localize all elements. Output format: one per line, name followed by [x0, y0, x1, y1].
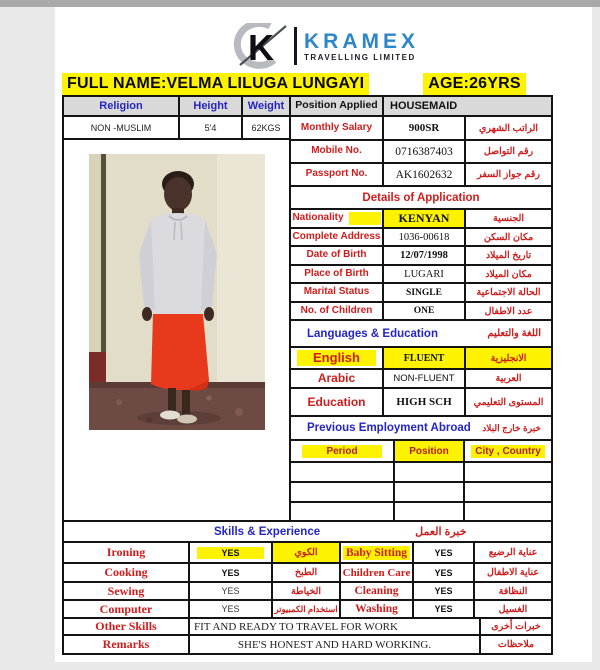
address-row: [291, 229, 551, 247]
skills-row-computer: [64, 601, 551, 619]
children-value: ONE: [384, 303, 466, 319]
dob-row: [291, 247, 551, 266]
right-column: [291, 97, 551, 520]
children-care-value: YES: [414, 564, 475, 581]
other-skills-value: FIT AND READY TO TRAVEL FOR WORK: [190, 619, 481, 634]
languages-header-row: [291, 321, 551, 348]
skills-title-arabic: خبرة العمل: [415, 526, 467, 538]
ironing-label: Ironing: [64, 543, 190, 562]
age-value: 26YRS: [469, 75, 521, 92]
city-country-column-header: [465, 441, 551, 461]
details-title: Details of Application: [362, 191, 480, 204]
details-title-row: [291, 187, 551, 210]
passport-value: AK1602632: [384, 164, 466, 185]
english-value: FLUENT: [384, 348, 466, 368]
arabic-row: [291, 370, 551, 389]
remarks-value: SHE'S HONEST AND HARD WORKING.: [190, 636, 481, 653]
employment-empty-row: [291, 463, 551, 483]
period-column-header: [291, 441, 395, 461]
arabic-arabic: العربية: [495, 373, 522, 384]
name-bar-gap: [369, 73, 423, 95]
washing-label: Washing: [341, 601, 414, 617]
empty-period-cell: [291, 463, 395, 481]
cooking-value: YES: [190, 564, 273, 581]
education-row: [291, 389, 551, 417]
monthly-salary-arabic: الراتب الشهري: [478, 122, 539, 134]
baby-sitting-arabic: عناية الرضيع: [488, 547, 538, 558]
sewing-arabic: الخياطة: [273, 583, 341, 599]
weight-header: Weight: [247, 100, 285, 112]
skills-title: Skills & Experience: [214, 525, 321, 538]
english-label: [291, 348, 384, 368]
sewing-label: Sewing: [64, 583, 190, 599]
brand-name: KRAMEX: [303, 29, 419, 53]
document-page: [55, 7, 592, 662]
baby-sitting-text: Baby Sitting: [343, 546, 410, 560]
cleaning-value: YES: [414, 583, 475, 599]
employment-title-arabic: خبرة خارج البلاد: [482, 422, 541, 433]
remarks-arabic: ملاحظات: [497, 639, 535, 650]
skills-row-sewing: [64, 583, 551, 601]
left-column: [64, 97, 291, 520]
education-label: Education: [291, 389, 384, 415]
sewing-value: YES: [190, 583, 273, 599]
empty-position-cell: [395, 483, 465, 501]
education-value: HIGH SCH: [384, 389, 466, 415]
nationality-highlight-patch: [349, 212, 381, 225]
marital-arabic: الحالة الاجتماعية: [476, 287, 541, 298]
passport-row: [291, 164, 551, 187]
languages-title-arabic: اللغة والتعليم: [487, 328, 541, 339]
religion-value: NON -MUSLIM: [64, 117, 180, 138]
pob-value: LUGARI: [384, 266, 466, 282]
applicant-photo: [89, 154, 265, 430]
address-value: 1036-00618: [384, 229, 466, 245]
biodata-form: [62, 95, 553, 522]
english-arabic: الانجليزية: [466, 348, 551, 368]
position-header-row: [291, 97, 551, 117]
empty-city-cell: [465, 503, 551, 520]
height-header: Height: [180, 97, 243, 115]
employment-title: Previous Employment Abroad: [307, 422, 471, 434]
age-field: [423, 73, 526, 95]
weight-value: 62KGS: [251, 122, 281, 133]
pob-arabic: مكان الميلاد: [485, 268, 532, 280]
address-arabic: مكان السكن: [483, 231, 534, 243]
ironing-arabic: الكوي: [273, 543, 341, 562]
mobile-row: [291, 141, 551, 164]
nationality-arabic: الجنسية: [493, 213, 524, 224]
age-label: AGE:: [428, 75, 470, 92]
english-label-text: English: [297, 350, 376, 366]
logo-divider: [294, 27, 297, 65]
period-header-text: Period: [302, 445, 381, 458]
full-name-label: FULL NAME:: [67, 75, 167, 92]
empty-period-cell: [291, 483, 395, 501]
logo-k-swoosh-icon: [228, 23, 292, 69]
baby-sitting-label: [341, 543, 414, 562]
employment-header-row: [291, 417, 551, 441]
address-label: Complete Address: [291, 229, 384, 245]
cleaning-label: Cleaning: [341, 583, 414, 599]
skills-header: [62, 522, 553, 543]
empty-position-cell: [395, 463, 465, 481]
employment-empty-row: [291, 503, 551, 520]
position-applied-value: HOUSEMAID: [390, 100, 458, 112]
empty-position-cell: [395, 503, 465, 520]
nationality-label-text: Nationality: [292, 212, 344, 224]
empty-city-cell: [465, 483, 551, 501]
dob-arabic: تاريخ الميلاد: [485, 250, 532, 261]
computer-arabic: استخدام الكمبيوتر: [273, 601, 341, 617]
marital-label: Marital Status: [291, 284, 384, 301]
english-row: [291, 348, 551, 370]
applicant-photo-cell: [64, 140, 289, 520]
children-row: [291, 303, 551, 321]
nationality-label: [291, 210, 384, 227]
viewer-top-strip: [0, 0, 600, 7]
children-care-label: Children Care: [341, 564, 414, 581]
employment-columns-row: [291, 441, 551, 463]
empty-period-cell: [291, 503, 395, 520]
skills-row-cooking: [64, 564, 551, 583]
washing-arabic: الغسيل: [498, 603, 528, 615]
pob-label: Place of Birth: [291, 266, 384, 282]
ironing-value: [190, 543, 273, 562]
marital-row: [291, 284, 551, 303]
mobile-value: 0716387403: [384, 141, 466, 162]
brand-subtitle: TRAVELLING LIMITED: [303, 52, 416, 62]
languages-title: Languages & Education: [307, 327, 438, 340]
remarks-label: Remarks: [64, 636, 190, 653]
left-data-row: [64, 117, 289, 140]
computer-label: Computer: [64, 601, 190, 617]
dob-label: Date of Birth: [291, 247, 384, 264]
city-country-header-text: City , Country: [471, 445, 545, 458]
left-header-row: [64, 97, 289, 117]
position-column-header: Position: [395, 441, 465, 461]
arabic-label: Arabic: [291, 370, 384, 387]
children-label: No. of Children: [291, 303, 384, 319]
monthly-salary-row: [291, 117, 551, 141]
height-value: 5'4: [180, 117, 243, 138]
position-applied-label: Position Applied: [291, 97, 384, 115]
cooking-label: Cooking: [64, 564, 190, 581]
education-arabic: المستوى التعليمي: [473, 396, 544, 408]
marital-value: SINGLE: [384, 284, 466, 301]
other-skills-arabic: خبرات أخرى: [491, 621, 541, 632]
full-name-value: VELMA LILUGA LUNGAYI: [166, 75, 365, 92]
passport-arabic: رقم جواز السفر: [477, 169, 540, 180]
baby-sitting-value: YES: [414, 543, 475, 562]
mobile-arabic: رقم التواصل: [483, 146, 534, 157]
passport-label: Passport No.: [291, 164, 384, 185]
cleaning-arabic: النظافة: [498, 585, 528, 597]
name-age-bar: [62, 73, 585, 95]
empty-city-cell: [465, 463, 551, 481]
other-skills-label: Other Skills: [64, 619, 190, 634]
skills-row-ironing: [64, 543, 551, 564]
nationality-row: [291, 210, 551, 229]
nationality-value: KENYAN: [384, 210, 466, 227]
ironing-yes-text: YES: [197, 547, 263, 559]
skills-table: [62, 543, 553, 655]
monthly-salary-label: Monthly Salary: [291, 117, 384, 139]
dob-value: 12/07/1998: [384, 247, 466, 264]
monthly-salary-value: 900SR: [384, 117, 466, 139]
computer-value: YES: [190, 601, 273, 617]
children-arabic: عدد الاطفال: [484, 305, 533, 317]
other-skills-row: [64, 619, 551, 636]
pob-row: [291, 266, 551, 284]
washing-value: YES: [414, 601, 475, 617]
remarks-row: [64, 636, 551, 653]
svg-text:K: K: [247, 27, 274, 68]
mobile-label: Mobile No.: [291, 141, 384, 162]
religion-header: Religion: [64, 97, 180, 115]
employment-empty-row: [291, 483, 551, 503]
children-care-arabic: عناية الاطفال: [486, 567, 540, 578]
cooking-arabic: الطبخ: [273, 564, 341, 581]
arabic-value: NON-FLUENT: [384, 370, 466, 387]
company-logo: [209, 23, 439, 69]
full-name-field: [62, 73, 369, 95]
